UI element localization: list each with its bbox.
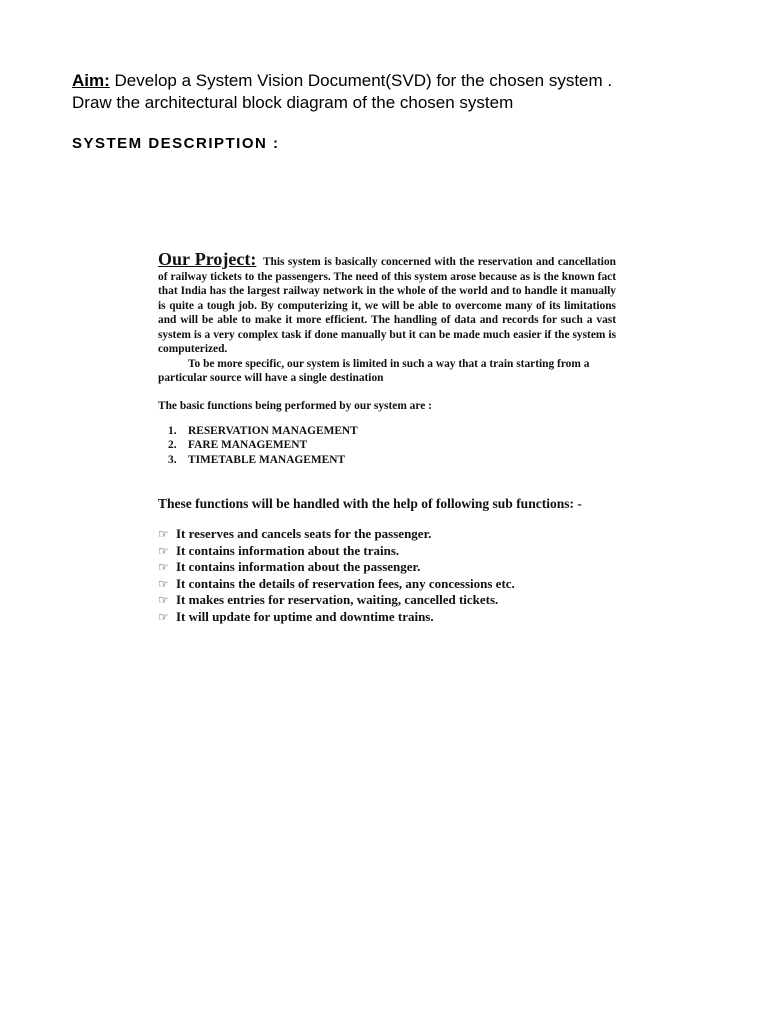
list-item-text: TIMETABLE MANAGEMENT: [188, 453, 346, 466]
hand-pointing-icon: ☞: [158, 543, 169, 558]
aim-label: Aim:: [72, 71, 110, 90]
list-item-text: FARE MANAGEMENT: [188, 439, 308, 451]
list-item-text: It makes entries for reservation, waiting, cancelled tickets.: [176, 592, 499, 607]
list-item-text: It reserves and cancels seats for the passenger.: [176, 526, 432, 541]
basic-functions-list: [158, 424, 616, 468]
list-item-text: It contains information about the passenger.: [176, 559, 421, 574]
list-item: [158, 526, 616, 543]
sub-functions-intro: These functions will be handled with the help of following sub functions: -: [158, 496, 582, 511]
hand-pointing-icon: ☞: [158, 576, 169, 591]
list-item-text: It contains information about the trains.: [176, 542, 400, 558]
list-item-text: RESERVATION MANAGEMENT: [188, 424, 358, 437]
project-intro-text: This system is basically concerned with the reservation and cancellation of railway tickets to the passengers. The need of this system arose because as is the known fact that India has the largest railway network in the whole of the world and to handle it manually is quite a tough job. By computerizing it, we will be able to overcome many of its limitations and will be able to make it more efficient. The handling of data and records for such a vast system is a very complex task if done manually but it can be made much easier if the system is computerized.: [158, 256, 616, 355]
aim-section: [72, 70, 712, 114]
system-description-heading: SYSTEM DESCRIPTION :: [72, 135, 280, 152]
project-label: Our Project:: [158, 249, 257, 269]
list-item: [168, 424, 616, 439]
list-item: [158, 609, 616, 626]
list-item: [168, 453, 616, 468]
project-intro-paragraph: [158, 249, 616, 357]
basic-functions-intro: The basic functions being performed by our system are :: [158, 399, 432, 412]
list-item: [158, 576, 616, 593]
list-item: [168, 438, 616, 453]
aim-text-1: Develop a System Vision Document(SVD) for the chosen system .: [109, 71, 613, 90]
list-item-text: It will update for uptime and downtime trains.: [176, 608, 434, 624]
project-specific-paragraph: To be more specific, our system is limited in such a way that a train starting from a particular source will have a single destination: [158, 357, 590, 384]
list-item: [158, 592, 616, 609]
list-item-number: 1.: [168, 424, 177, 437]
aim-line-1: [72, 70, 712, 92]
sub-functions-list: [158, 526, 616, 625]
aim-line-2: Draw the architectural block diagram of the chosen system: [72, 93, 514, 112]
hand-pointing-icon: ☞: [158, 609, 169, 624]
hand-pointing-icon: ☞: [158, 593, 169, 607]
list-item: [158, 543, 616, 560]
list-item-text: It contains the details of reservation fees, any concessions etc.: [176, 575, 515, 591]
hand-pointing-icon: ☞: [158, 560, 169, 574]
list-item: [158, 559, 616, 576]
list-item-number: 3.: [168, 453, 177, 466]
list-item-number: 2.: [168, 439, 177, 451]
hand-pointing-icon: ☞: [158, 527, 169, 541]
scanned-project-excerpt: [158, 249, 616, 625]
